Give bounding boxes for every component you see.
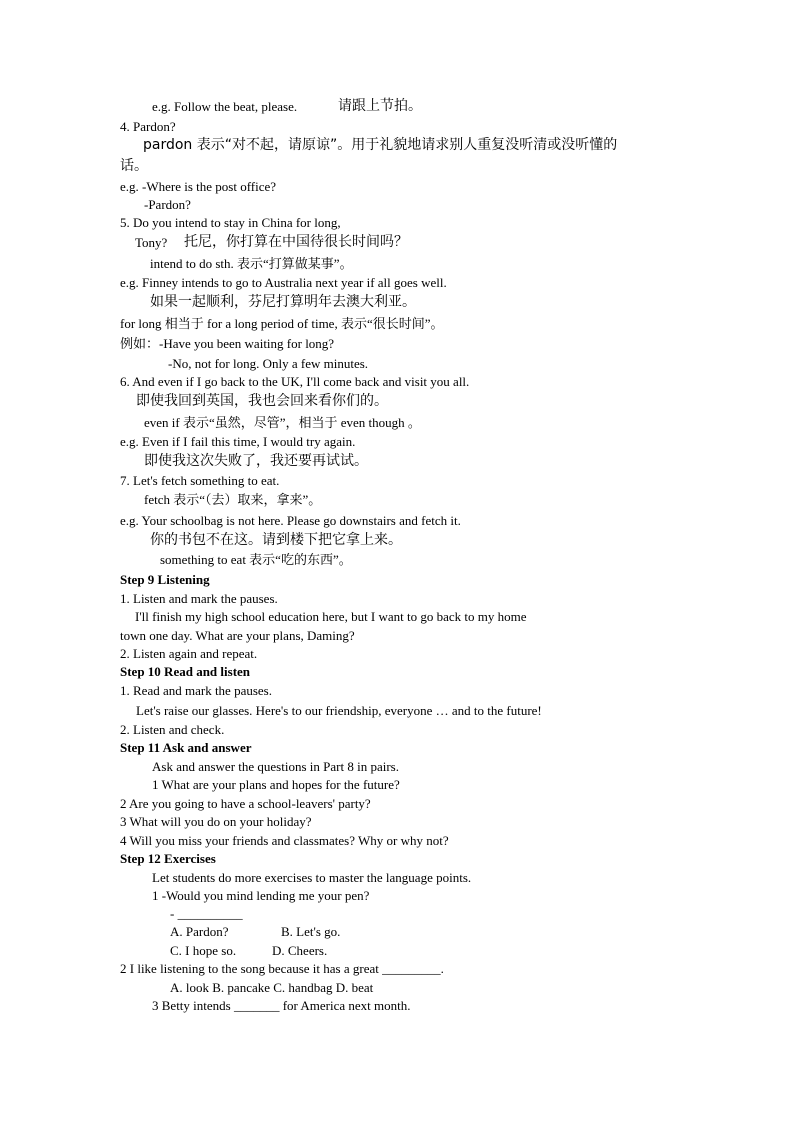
exercise-options: A. look B. pancake C. handbag D. beat <box>170 980 374 995</box>
translation-line: 如果一起顺利，芬尼打算明年去澳大利亚。 <box>150 294 416 310</box>
step-heading: Step 11 Ask and answer <box>120 740 252 755</box>
question-line: 3 What will you do on your holiday? <box>120 814 312 829</box>
translation-line: 托尼，你打算在中国待很长时间吗？ <box>184 234 408 250</box>
option-d: D. Cheers. <box>272 943 328 958</box>
task-line: 1. Listen and mark the pauses. <box>120 591 278 606</box>
example-line: e.g. -Where is the post office? <box>120 179 277 194</box>
question-line: 4 Will you miss your friends and classmates? Why or why not? <box>120 833 449 848</box>
text-line: Let's raise our glasses. Here's to our friendship, everyone … and to the future! <box>136 703 542 718</box>
step-heading: Step 9 Listening <box>120 572 210 587</box>
exercise-question: 2 I like listening to the song because it has a great _________. <box>120 961 444 976</box>
task-line: 2. Listen again and repeat. <box>120 646 258 661</box>
explanation-line: pardon 表示“对不起，请原谅”。用于礼貌地请求别人重复没听清或没听懂的 <box>143 137 618 153</box>
text-line: town one day. What are your plans, Daming? <box>120 628 355 643</box>
option-b: B. Let's go. <box>281 924 341 939</box>
point-heading: 4. Pardon? <box>120 119 176 134</box>
option-c: C. I hope so. <box>170 943 237 958</box>
translation-line: 即使我回到英国，我也会回来看你们的。 <box>136 393 388 409</box>
example-line: e.g. Follow the beat, please. <box>152 99 298 114</box>
task-line: Let students do more exercises to master the language points. <box>152 870 472 885</box>
explanation-line: 话。 <box>120 158 148 174</box>
explanation-line: something to eat 表示“吃的东西”。 <box>160 552 352 567</box>
explanation-line: fetch 表示“（去）取来，拿来”。 <box>144 492 322 507</box>
translation-line: 即使我这次失败了，我还要再试试。 <box>144 453 368 469</box>
exercise-question: 1 -Would you mind lending me your pen? <box>152 888 370 903</box>
example-line: 例如：-Have you been waiting for long? <box>120 336 335 351</box>
option-a: A. Pardon? <box>170 924 229 939</box>
step-heading: Step 12 Exercises <box>120 851 216 866</box>
task-line: 2. Listen and check. <box>120 722 225 737</box>
translation-line: 你的书包不在这。请到楼下把它拿上来。 <box>150 532 402 548</box>
example-line: e.g. Even if I fail this time, I would try again. <box>120 434 356 449</box>
step-heading: Step 10 Read and listen <box>120 664 251 679</box>
example-line: -No, not for long. Only a few minutes. <box>168 356 369 371</box>
text-line: I'll finish my high school education here, but I want to go back to my home <box>135 609 527 624</box>
explanation-line: even if 表示“虽然，尽管”，相当于 even though 。 <box>144 415 421 430</box>
point-heading: Tony? <box>135 235 168 250</box>
point-heading: 5. Do you intend to stay in China for long, <box>120 215 341 230</box>
point-heading: 7. Let's fetch something to eat. <box>120 473 280 488</box>
question-line: 1 What are your plans and hopes for the future? <box>152 777 400 792</box>
example-line: -Pardon? <box>144 197 191 212</box>
exercise-question: 3 Betty intends _______ for America next month. <box>152 998 411 1013</box>
question-line: 2 Are you going to have a school-leavers' party? <box>120 796 371 811</box>
task-line: Ask and answer the questions in Part 8 in pairs. <box>152 759 399 774</box>
task-line: 1. Read and mark the pauses. <box>120 683 272 698</box>
translation-line: 请跟上节拍。 <box>338 98 422 114</box>
example-line: e.g. Finney intends to go to Australia next year if all goes well. <box>120 275 447 290</box>
example-line: e.g. Your schoolbag is not here. Please go downstairs and fetch it. <box>120 513 461 528</box>
explanation-line: intend to do sth. 表示“打算做某事”。 <box>150 256 353 271</box>
explanation-line: for long 相当于 for a long period of time, 表示“很长时间”。 <box>120 316 444 331</box>
point-heading: 6. And even if I go back to the UK, I'll come back and visit you all. <box>120 374 470 389</box>
answer-blank: - __________ <box>170 906 243 921</box>
